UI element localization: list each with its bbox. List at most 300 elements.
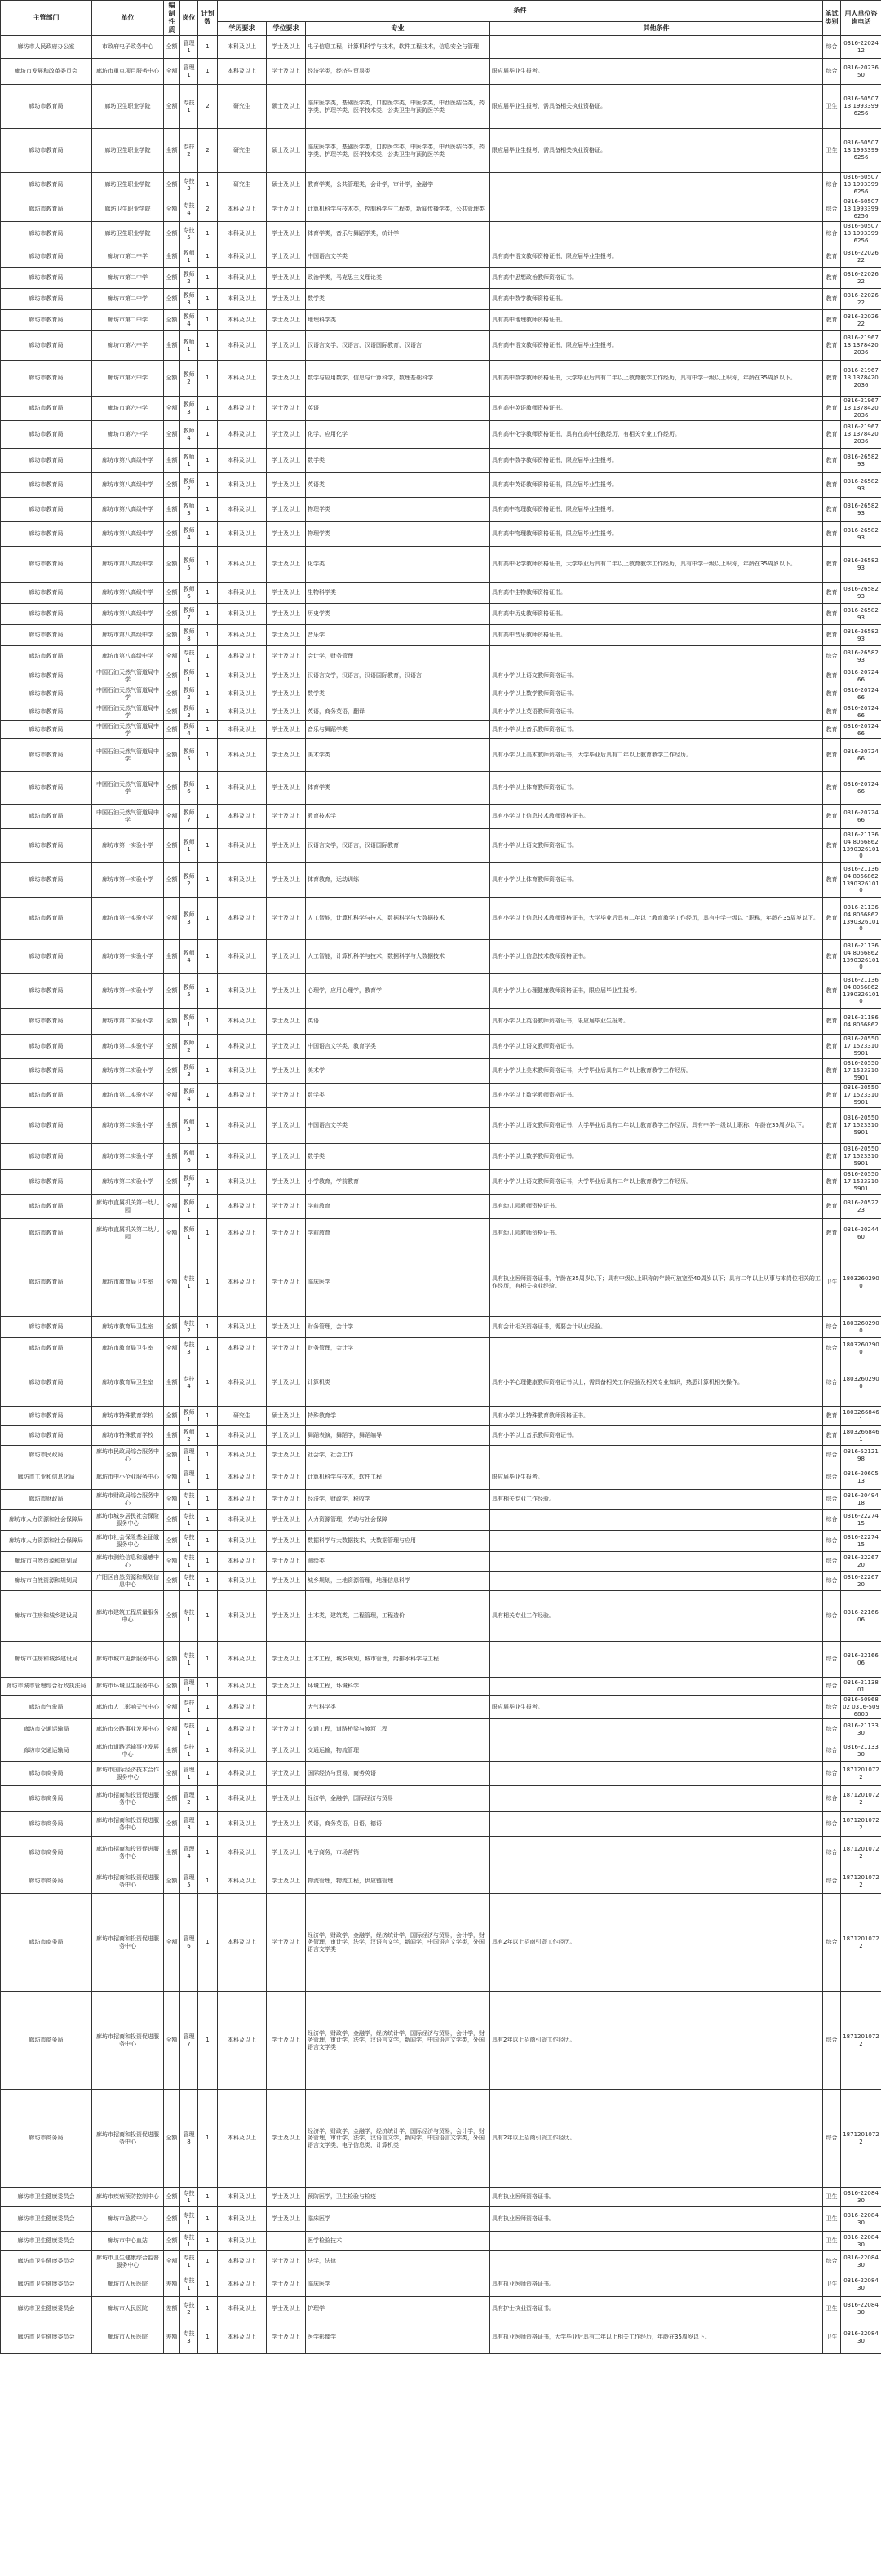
cell-unit: 廊坊卫生职业学院 [92,129,164,173]
cell-dept: 廊坊市教育局 [1,721,92,739]
cell-unit: 廊坊市道路运输事业发展中心 [92,1740,164,1762]
cell-dept: 廊坊市教育局 [1,547,92,583]
cell-other [490,36,823,59]
cell-gangwei: 专技1 [180,1572,198,1591]
cell-other: 具有小学以上数学教师资格证书。 [490,1144,823,1170]
cell-xuewei: 学士及以上 [267,268,306,289]
cell-unit: 廊坊市教育局卫生室 [92,1317,164,1338]
cell-xuewei: 学士及以上 [267,739,306,772]
cell-phone: 0316-2072466 [841,667,881,685]
cell-zhuanye: 预防医学，卫生检验与检疫 [306,2188,490,2207]
cell-xueli: 本科及以上 [218,2232,267,2251]
cell-phone: 0316-2208430 [841,2297,881,2321]
cell-dept: 廊坊市教育局 [1,522,92,547]
cell-gangwei: 教师2 [180,863,198,898]
cell-other: 具有执业医师资格证书。 [490,2188,823,2207]
cell-count: 1 [198,268,218,289]
cell-xueli: 本科及以上 [218,1591,267,1642]
cell-unit: 廊坊市第六中学 [92,421,164,449]
cell-dept: 廊坊市教育局 [1,898,92,940]
cell-xuewei: 硕士及以上 [267,173,306,197]
table-row [1,1317,881,1338]
cell-phone: 0316-2216606 [841,1591,881,1642]
cell-count: 1 [198,1786,218,1812]
cell-exam: 卫生 [823,2232,841,2251]
table-row [1,522,881,547]
cell-xueli: 本科及以上 [218,1170,267,1195]
cell-count: 1 [198,1894,218,1992]
cell-phone: 18032668461 [841,1426,881,1446]
table-row [1,547,881,583]
cell-gangwei: 专技1 [180,2232,198,2251]
cell-unit: 廊坊市第六中学 [92,361,164,397]
cell-phone: 0316-2208430 [841,2232,881,2251]
cell-count: 1 [198,2090,218,2188]
table-row [1,473,881,498]
cell-gangwei: 教师5 [180,1108,198,1144]
cell-xueli: 本科及以上 [218,898,267,940]
table-row [1,268,881,289]
cell-count: 1 [198,1812,218,1837]
table-row [1,246,881,268]
cell-bianzhi: 全额 [164,1894,180,1992]
cell-xuewei: 学士及以上 [267,1359,306,1407]
cell-dept: 廊坊市教育局 [1,974,92,1009]
cell-zhuanye: 电子商务，市场营销 [306,1837,490,1869]
cell-phone: 0316-2658293 [841,522,881,547]
cell-count: 1 [198,1248,218,1317]
cell-bianzhi: 全额 [164,498,180,522]
cell-xueli: 本科及以上 [218,1084,267,1108]
cell-gangwei: 教师2 [180,1035,198,1059]
cell-bianzhi: 全额 [164,1762,180,1786]
cell-gangwei: 教师8 [180,625,198,646]
cell-zhuanye: 临床医学 [306,1248,490,1317]
cell-exam: 综合 [823,1531,841,1552]
cell-unit: 廊坊市财政局综合服务中心 [92,1490,164,1510]
cell-dept: 廊坊市卫生健康委员会 [1,2251,92,2272]
cell-exam: 教育 [823,940,841,974]
cell-bianzhi: 全额 [164,1359,180,1407]
cell-exam: 综合 [823,1572,841,1591]
cell-exam: 卫生 [823,129,841,173]
cell-xueli: 本科及以上 [218,1869,267,1894]
cell-gangwei: 教师1 [180,1219,198,1248]
table-row [1,1035,881,1059]
cell-bianzhi: 全额 [164,1144,180,1170]
table-row [1,1837,881,1869]
cell-count: 1 [198,331,218,361]
cell-bianzhi: 全额 [164,1170,180,1195]
cell-gangwei: 专技1 [180,1719,198,1740]
cell-phone: 0316-2658293 [841,583,881,604]
cell-other [490,1869,823,1894]
header-tiaojian: 条件 [218,1,823,22]
cell-exam: 教育 [823,1195,841,1219]
cell-xuewei: 学士及以上 [267,1719,306,1740]
cell-dept: 廊坊市教育局 [1,197,92,222]
cell-phone: 0316-6050713 19933996256 [841,197,881,222]
cell-dept: 廊坊市教育局 [1,222,92,246]
cell-exam: 卫生 [823,2321,841,2354]
cell-unit: 廊坊市民政局综合服务中心 [92,1446,164,1465]
table-row [1,2207,881,2232]
cell-exam: 综合 [823,1490,841,1510]
cell-count: 1 [198,1465,218,1490]
cell-count: 1 [198,805,218,829]
cell-unit: 廊坊市第二实验小学 [92,1108,164,1144]
cell-dept: 廊坊市工业和信息化局 [1,1465,92,1490]
cell-exam: 综合 [823,1678,841,1696]
cell-exam: 教育 [823,667,841,685]
cell-zhuanye: 政治学类，马克思主义理论类 [306,268,490,289]
cell-phone: 0316-2023650 [841,59,881,85]
cell-zhuanye: 财务管理，会计学 [306,1317,490,1338]
cell-phone: 0316-2227415 [841,1531,881,1552]
cell-bianzhi: 全额 [164,331,180,361]
cell-count: 1 [198,1426,218,1446]
table-row [1,685,881,703]
cell-zhuanye: 环境工程，环境科学 [306,1678,490,1696]
cell-unit: 廊坊市第八高级中学 [92,583,164,604]
cell-bianzhi: 全额 [164,1059,180,1084]
cell-unit: 廊坊市第八高级中学 [92,646,164,667]
cell-exam: 卫生 [823,2297,841,2321]
cell-bianzhi: 全额 [164,36,180,59]
header-unit: 单位 [92,1,164,36]
cell-phone: 0316-6050713 19933996256 [841,173,881,197]
cell-bianzhi: 全额 [164,1219,180,1248]
cell-xueli: 本科及以上 [218,739,267,772]
table-row [1,1786,881,1812]
cell-count: 1 [198,685,218,703]
cell-gangwei: 教师3 [180,1059,198,1084]
cell-xueli: 本科及以上 [218,583,267,604]
cell-zhuanye: 汉语言文学，汉语言，汉语国际教育，汉语言 [306,331,490,361]
cell-xueli: 本科及以上 [218,1762,267,1786]
cell-bianzhi: 全额 [164,625,180,646]
cell-phone: 0316-2072466 [841,739,881,772]
cell-zhuanye: 美术学类 [306,739,490,772]
cell-dept: 廊坊市卫生健康委员会 [1,2232,92,2251]
cell-xueli: 本科及以上 [218,1359,267,1407]
cell-zhuanye: 中国语言文学类 [306,246,490,268]
cell-exam: 教育 [823,473,841,498]
cell-count: 1 [198,2272,218,2297]
cell-phone: 18712010722 [841,1894,881,1992]
cell-gangwei: 教师1 [180,449,198,473]
cell-xueli: 本科及以上 [218,289,267,310]
table-row [1,1084,881,1108]
table-row [1,772,881,805]
cell-gangwei: 专技1 [180,1642,198,1678]
cell-phone: 0316-2208430 [841,2272,881,2297]
table-row [1,173,881,197]
cell-xuewei: 学士及以上 [267,547,306,583]
cell-gangwei: 教师4 [180,522,198,547]
cell-zhuanye: 城乡规划，土地资源管理，地理信息科学 [306,1572,490,1591]
cell-phone: 0316-2202622 [841,289,881,310]
cell-bianzhi: 全额 [164,2090,180,2188]
cell-count: 1 [198,1552,218,1572]
cell-dept: 廊坊市卫生健康委员会 [1,2321,92,2354]
cell-dept: 廊坊市教育局 [1,583,92,604]
table-row [1,331,881,361]
cell-xueli: 本科及以上 [218,1108,267,1144]
cell-zhuanye: 土木工程，城乡规划，城市管理，给排水科学与工程 [306,1642,490,1678]
cell-unit: 廊坊市招商和投资促进服务中心 [92,1812,164,1837]
cell-exam: 教育 [823,583,841,604]
cell-zhuanye: 体育学类，音乐与舞蹈学类，统计学 [306,222,490,246]
cell-xuewei: 学士及以上 [267,449,306,473]
cell-count: 1 [198,1762,218,1786]
cell-gangwei: 专技1 [180,1531,198,1552]
cell-exam: 综合 [823,1786,841,1812]
cell-xuewei: 学士及以上 [267,2188,306,2207]
cell-count: 1 [198,772,218,805]
cell-unit: 廊坊市第二中学 [92,289,164,310]
cell-exam: 综合 [823,1719,841,1740]
cell-dept: 廊坊市教育局 [1,1426,92,1446]
cell-phone: 18032602900 [841,1338,881,1359]
cell-xueli: 本科及以上 [218,397,267,421]
cell-xueli: 本科及以上 [218,2321,267,2354]
cell-dept: 廊坊市教育局 [1,129,92,173]
cell-count: 1 [198,721,218,739]
cell-unit: 廊坊市第八高级中学 [92,522,164,547]
cell-count: 1 [198,625,218,646]
cell-xuewei: 学士及以上 [267,59,306,85]
cell-bianzhi: 全额 [164,421,180,449]
cell-phone: 0316-2658293 [841,449,881,473]
cell-other: 具有高中数学教师资格证书，限应届毕业生报考。 [490,449,823,473]
cell-exam: 教育 [823,1059,841,1084]
cell-xueli: 本科及以上 [218,547,267,583]
cell-unit: 廊坊市特殊教育学校 [92,1407,164,1426]
cell-gangwei: 管理1 [180,1678,198,1696]
cell-xueli: 本科及以上 [218,1446,267,1465]
cell-xuewei: 学士及以上 [267,331,306,361]
table-row [1,646,881,667]
cell-exam: 教育 [823,703,841,721]
cell-other: 具有高中数学教师资格证书，大学毕业后具有二年以上教育教学工作经历，具有中学一级以上职称，年龄在35周岁以下。 [490,361,823,397]
cell-xuewei: 学士及以上 [267,625,306,646]
cell-gangwei: 专技1 [180,85,198,129]
cell-count: 1 [198,449,218,473]
cell-exam: 综合 [823,59,841,85]
cell-count: 1 [198,2297,218,2321]
cell-bianzhi: 全额 [164,685,180,703]
table-row [1,1719,881,1740]
cell-zhuanye: 历史学类 [306,604,490,625]
table-row [1,289,881,310]
cell-phone: 0316-2196713 13784202036 [841,361,881,397]
table-row [1,1426,881,1446]
cell-zhuanye: 生物科学类 [306,583,490,604]
cell-other: 具有小学以上语文教师资格证书，大学毕业后具有二年以上教育教学工作经历，具有中学一级以上职称，年龄在35周岁以下。 [490,1108,823,1144]
cell-dept: 廊坊市财政局 [1,1490,92,1510]
cell-dept: 廊坊市发展和改革委员会 [1,59,92,85]
cell-phone: 0316-2202622 [841,310,881,331]
table-row [1,1552,881,1572]
header-zhuanye: 专业 [306,21,490,35]
cell-other: 具有高中音乐教师资格证书。 [490,625,823,646]
cell-phone: 0316-2049418 [841,1490,881,1510]
cell-exam: 教育 [823,1035,841,1059]
cell-phone: 0316-2113801 [841,1678,881,1696]
cell-bianzhi: 全额 [164,1446,180,1465]
cell-xueli: 本科及以上 [218,197,267,222]
cell-count: 1 [198,583,218,604]
cell-zhuanye: 土木类，建筑类，工程管理，工程造价 [306,1591,490,1642]
cell-exam: 教育 [823,421,841,449]
cell-exam: 综合 [823,197,841,222]
cell-other [490,2232,823,2251]
cell-count: 1 [198,940,218,974]
cell-xuewei: 学士及以上 [267,667,306,685]
cell-dept: 廊坊市教育局 [1,685,92,703]
cell-phone: 18712010722 [841,1786,881,1812]
cell-zhuanye: 数学类 [306,289,490,310]
cell-gangwei: 专技2 [180,1317,198,1338]
cell-unit: 廊坊市第六中学 [92,397,164,421]
cell-exam: 卫生 [823,2207,841,2232]
cell-gangwei: 管理8 [180,2090,198,2188]
cell-dept: 廊坊市卫生健康委员会 [1,2188,92,2207]
cell-unit: 廊坊市第二中学 [92,310,164,331]
cell-other: 具有高中语文教师资格证书，限应届毕业生报考。 [490,246,823,268]
cell-phone: 0316-2055017 15233105901 [841,1170,881,1195]
cell-unit: 廊坊市公路事业发展中心 [92,1719,164,1740]
cell-xuewei [267,1696,306,1719]
table-row [1,1740,881,1762]
cell-xueli: 本科及以上 [218,940,267,974]
table-row [1,1170,881,1195]
cell-count: 1 [198,289,218,310]
cell-zhuanye: 数学与应用数学，信息与计算科学，数理基础科学 [306,361,490,397]
cell-unit: 廊坊市第二中学 [92,246,164,268]
cell-xueli: 本科及以上 [218,805,267,829]
cell-xuewei: 学士及以上 [267,1009,306,1035]
cell-xuewei: 学士及以上 [267,473,306,498]
cell-bianzhi: 全额 [164,974,180,1009]
cell-xueli: 本科及以上 [218,1531,267,1552]
cell-unit: 廊坊市招商和投资促进服务中心 [92,1786,164,1812]
table-row [1,1531,881,1552]
table-row [1,1642,881,1678]
cell-exam: 综合 [823,1869,841,1894]
cell-other: 具有小学以上信息技术教师资格证书。 [490,805,823,829]
cell-zhuanye: 人工智能，计算机科学与技术，数据科学与大数据技术 [306,898,490,940]
cell-zhuanye: 英语 [306,1009,490,1035]
cell-bianzhi: 全额 [164,772,180,805]
table-row [1,2188,881,2207]
cell-xueli: 本科及以上 [218,1696,267,1719]
cell-other [490,1719,823,1740]
cell-exam: 教育 [823,739,841,772]
cell-zhuanye: 音乐与舞蹈学类 [306,721,490,739]
cell-bianzhi: 差额 [164,2321,180,2354]
table-row [1,310,881,331]
table-row [1,421,881,449]
cell-gangwei: 管理4 [180,1837,198,1869]
table-row [1,604,881,625]
cell-other: 具有小学以上体育教师资格证书。 [490,772,823,805]
cell-xueli: 本科及以上 [218,2090,267,2188]
cell-xuewei: 学士及以上 [267,1786,306,1812]
cell-unit: 中国石油天然气管道局中学 [92,805,164,829]
cell-gangwei: 教师3 [180,498,198,522]
cell-count: 1 [198,1572,218,1591]
cell-zhuanye: 计算机科学与技术，软件工程 [306,1465,490,1490]
cell-xuewei: 学士及以上 [267,1219,306,1248]
cell-other: 具有小学以上英语教师资格证书，限应届毕业生报考。 [490,1009,823,1035]
cell-zhuanye: 经济学，金融学，国际经济与贸易 [306,1786,490,1812]
table-row [1,1144,881,1170]
cell-other: 具有小学以上语文教师资格证书，大学毕业后具有二年以上教育教学工作经历。 [490,1170,823,1195]
cell-bianzhi: 全额 [164,1426,180,1446]
cell-unit: 廊坊市人民医院 [92,2272,164,2297]
cell-phone: 0316-2226720 [841,1572,881,1591]
cell-exam: 综合 [823,1740,841,1762]
cell-gangwei: 教师3 [180,703,198,721]
cell-phone: 0316-2208430 [841,2321,881,2354]
table-row [1,197,881,222]
table-row [1,1195,881,1219]
cell-gangwei: 教师3 [180,289,198,310]
cell-dept: 廊坊市教育局 [1,625,92,646]
cell-exam: 教育 [823,863,841,898]
cell-phone: 18712010722 [841,1992,881,2090]
cell-zhuanye: 数学类 [306,1084,490,1108]
cell-exam: 教育 [823,246,841,268]
cell-xueli: 研究生 [218,85,267,129]
cell-count: 1 [198,1642,218,1678]
cell-gangwei: 教师4 [180,721,198,739]
cell-bianzhi: 全额 [164,473,180,498]
cell-zhuanye: 英语 [306,397,490,421]
header-dept: 主管部门 [1,1,92,36]
cell-count: 1 [198,173,218,197]
cell-xuewei: 学士及以上 [267,1035,306,1059]
table-row [1,36,881,59]
cell-dept: 廊坊市自然资源和规划局 [1,1572,92,1591]
cell-unit: 廊坊市直属机关第一幼儿园 [92,1195,164,1219]
cell-count: 1 [198,1719,218,1740]
cell-bianzhi: 全额 [164,1591,180,1642]
table-body [1,36,881,2354]
cell-xueli: 研究生 [218,129,267,173]
cell-unit: 廊坊卫生职业学院 [92,173,164,197]
cell-zhuanye: 数学类 [306,1144,490,1170]
cell-unit: 廊坊市第一实验小学 [92,940,164,974]
cell-gangwei: 专技1 [180,2188,198,2207]
cell-xueli: 本科及以上 [218,1642,267,1678]
cell-other: 具有执业医师资格证书，年龄在35周岁以下；具有中级以上职称的年龄可放宽至40周岁以下；具有二年以上从事与本岗位相关的工作经历，有相关执业经验。 [490,1248,823,1317]
cell-count: 1 [198,397,218,421]
cell-zhuanye: 教育技术学 [306,805,490,829]
cell-unit: 中国石油天然气管道局中学 [92,721,164,739]
cell-xuewei: 学士及以上 [267,1531,306,1552]
cell-other [490,1837,823,1869]
cell-gangwei: 专技3 [180,2321,198,2354]
cell-gangwei: 管理7 [180,1992,198,2090]
cell-exam: 教育 [823,522,841,547]
cell-unit: 廊坊卫生职业学院 [92,222,164,246]
cell-xuewei: 学士及以上 [267,1317,306,1338]
cell-dept: 廊坊市教育局 [1,646,92,667]
cell-xuewei: 学士及以上 [267,1992,306,2090]
